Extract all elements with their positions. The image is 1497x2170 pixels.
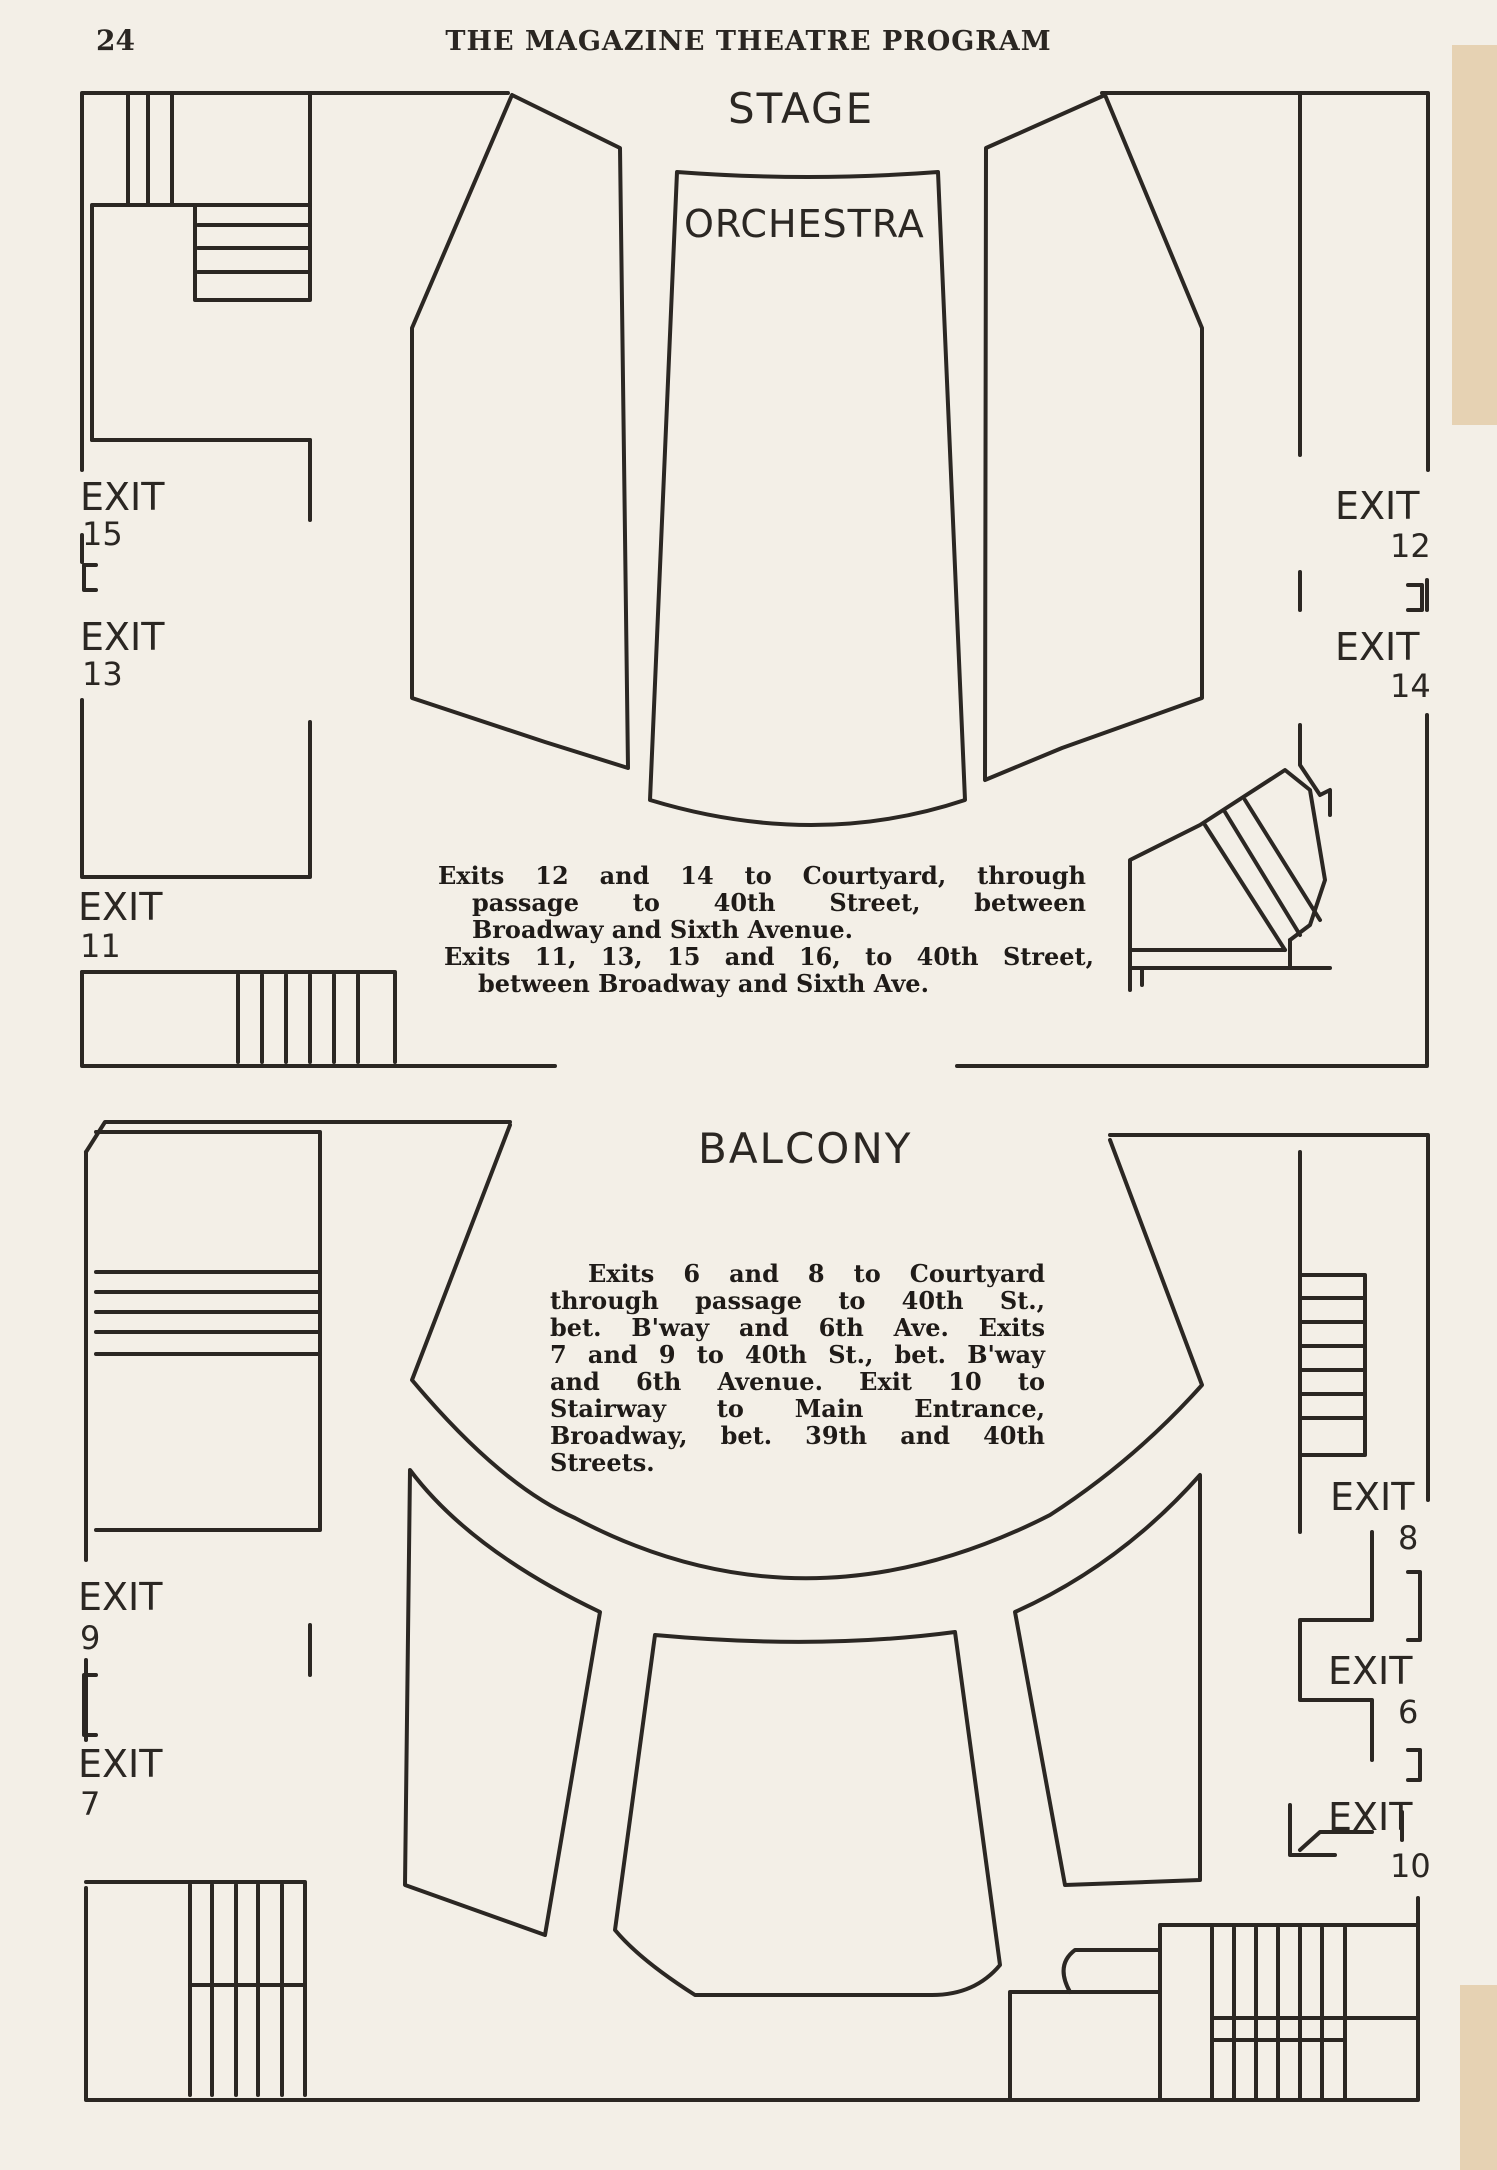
note-line: passage to 40th Street, between	[472, 888, 1086, 917]
balcony-exit-note	[550, 1260, 1045, 1476]
orchestra-upper-left-stair	[92, 95, 310, 520]
exit-7-label: EXIT	[78, 1742, 163, 1786]
orchestra-right-stair	[1130, 725, 1330, 990]
note-line: Exits 11, 13, 15 and 16, to 40th Street,	[444, 942, 1094, 971]
running-title: THE MAGAZINE THEATRE PROGRAM	[445, 26, 1052, 57]
balcony-lower-right-stair	[1010, 1925, 1418, 2098]
exit-12-label: EXIT	[1335, 484, 1420, 528]
exit-11-label: EXIT	[78, 885, 163, 929]
balcony-seating-blocks	[405, 1125, 1202, 1995]
bracket-mark	[84, 1675, 96, 1735]
exit-12-number: 12	[1390, 527, 1431, 565]
exit-14-label: EXIT	[1335, 625, 1420, 669]
note-line: Streets.	[550, 1448, 655, 1477]
balcony-section-label: BALCONY	[698, 1124, 913, 1173]
note-line: through passage to 40th St.,	[550, 1286, 1045, 1315]
note-line: and 6th Avenue. Exit 10 to	[550, 1367, 1045, 1396]
exit-6-number: 6	[1398, 1693, 1419, 1731]
bracket-mark	[1408, 1572, 1420, 1640]
note-line: between Broadway and Sixth Ave.	[478, 969, 929, 998]
exit-10-number: 10	[1390, 1847, 1431, 1885]
note-line: 7 and 9 to 40th St., bet. B'way	[550, 1340, 1045, 1369]
note-line: bet. B'way and 6th Ave. Exits	[550, 1313, 1045, 1342]
exit-8-label: EXIT	[1330, 1475, 1415, 1519]
exit-13-label: EXIT	[80, 615, 165, 659]
exit-15-label: EXIT	[80, 475, 165, 519]
note-line: Exits 12 and 14 to Courtyard, through	[438, 861, 1086, 890]
exit-10-label: EXIT	[1328, 1795, 1413, 1839]
exit-11-number: 11	[80, 927, 121, 965]
stage-label: STAGE	[728, 84, 875, 133]
orchestra-section-label: ORCHESTRA	[684, 202, 925, 246]
exit-8-number: 8	[1398, 1519, 1419, 1557]
exit-14-number: 14	[1390, 667, 1431, 705]
exit-13-number: 13	[82, 655, 123, 693]
page-number: 24	[96, 24, 135, 57]
note-line: Exits 6 and 8 to Courtyard	[588, 1259, 1045, 1288]
balcony-upper-left-stair	[96, 1132, 320, 1530]
note-line: Broadway, bet. 39th and 40th	[550, 1421, 1045, 1450]
exit-9-number: 9	[80, 1619, 101, 1657]
bracket-mark	[1408, 585, 1422, 610]
balcony-right-stair	[1302, 1275, 1365, 1455]
note-line: Broadway and Sixth Avenue.	[472, 915, 853, 944]
exit-15-number: 15	[82, 515, 123, 553]
orchestra-lower-left-stair	[82, 972, 395, 1062]
exit-6-label: EXIT	[1328, 1649, 1413, 1693]
bracket-mark	[1408, 1750, 1420, 1780]
exit-7-number: 7	[80, 1785, 101, 1823]
exit-9-label: EXIT	[78, 1575, 163, 1619]
bracket-mark	[84, 565, 96, 590]
balcony-lower-left-stair	[86, 1882, 305, 2095]
note-line: Stairway to Main Entrance,	[550, 1394, 1045, 1423]
orchestra-exit-note	[438, 861, 1094, 998]
